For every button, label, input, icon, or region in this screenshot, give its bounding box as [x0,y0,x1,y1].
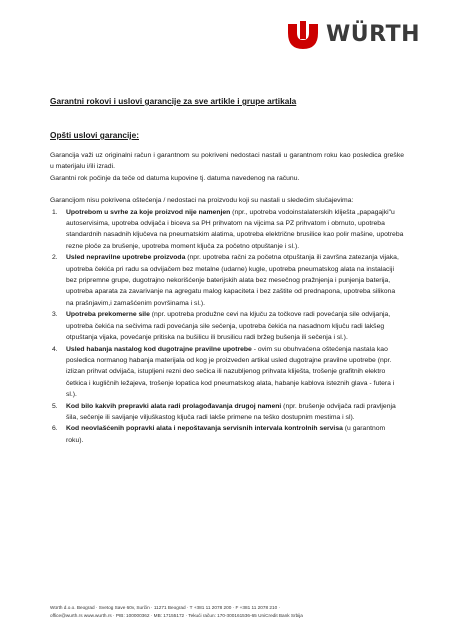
wurth-logo [286,16,428,54]
list-item-number: 1. [52,208,58,216]
list-item-number: 5. [52,402,58,410]
list-item-number: 6. [52,425,58,433]
list-item [50,207,404,253]
footer-registration: office@wurth.rs www.wurth.rs · PIB: 100000362 · MB: 17155172 · Tekući račun: 170-300161536-65 UniCredit Bank Srbija [50,613,303,618]
document-title: Garantni rokovi i uslovi garancije za sve artikle i grupe artikala [50,96,297,106]
exclusions-intro: Garancijom nisu pokrivena oštećenja / nedostaci na proizvodu koji su nastali u sledećim slučajevima: [50,197,354,205]
list-item [50,423,404,446]
list-item-text: - ovim su obuhvaćena oštećenja nastala kao posledica normanog habanja materijala od kog je proizveden artikal usled dugotrajne pravilne upotrebe (npr. izlizan prihvat odvijača, istupljeni rezni deo sečica ili nazubljenog prihvata kliješta, trošenje grafitnih elektro četkica i kugličnih ležajeva, trošenje lopatica kod pneumatskog alata, habanje kablova isteznih glava - futera i sl.). [66,345,395,399]
list-item [50,344,404,401]
list-item-number: 3. [52,311,58,319]
list-item [50,401,404,424]
page-footer [50,604,410,620]
list-item-number: 2. [52,254,58,262]
document-body [50,96,404,446]
list-item-text: (npr. upotreba produžne cevi na ključu za točkove radi povećanja sile odvijanja, upotreba čekića na sečivima radi povećanja sile sečenja, upotreba čekića na nasadnom ključu radi lakšeg otpuštanja vijaka, povećanje pritiska na bušilicu ili brusilicu radi bržeg bušenja ili sečenja i sl.). [66,311,391,342]
list-item-text: (npr. upotreba račni za početna otpuštanja ili završna zatezanja vijaka, upotreba čekića pri radu sa odvijačem bez metalne (udarne) kugle, upotreba pneumatskog alata na instalaciji bez pripremne grupe, dugotrajno nekorišćenje baterijskih alata bez mesečnog pražnjenja i punjenja baterija, upotreba aparata za zavarivanje na agregatu malog kapaciteta i bez zaštite od prednapona, upotreba silikona na prašnjavim,i zamašćenim površinama i sl.). [66,254,399,307]
wurth-logo-wordmark: WÜRTH [326,22,421,47]
list-item-text: (npr., upotreba vodoinstalaterskih kliješta „papagajki"u autoservisima, upotreba odvijača i biceva sa PH prihvatom na vijcima sa PZ prihvatom i obrnuto, upotreba standardnih nasadnih ključeva na pneumatskim alatima, upotreba električne brusilice kao polir mašine, upotreba rezne ploče za brušenje, upotreba moment ključa za početno otpuštanje i sl.). [66,208,404,250]
section-title: Opšti uslovi garancije: [50,130,139,140]
list-item-title: Upotreba prekomerne sile [66,311,150,319]
list-item-text: (npr. brušenje odvijača radi pravljenja šila, sečenje ili savijanje viljuškastog ključa radi lakše primene na teško dostupnim mestima i sl). [66,402,396,421]
list-item [50,252,404,309]
list-item-number: 4. [52,345,58,353]
exclusions-list [50,207,404,447]
intro-paragraph: Garancija važi uz originalni račun i garantnom su pokriveni nedostaci nastali u garantnom roku kao posledica greške u materijalu i/ili izradi. [50,152,404,171]
list-item-title: Kod neovlašćenih popravki alata i nepoštavanja servisnih intervala kontrolnih servisa [66,425,343,433]
footer-address: Würth d.o.o. Beograd · Svetog Save 60v, Surčin · 11271 Beograd · T +381 11 2078 200 · F +381 11 2078 210 · [50,605,281,610]
wurth-logo-mark-icon [286,18,320,52]
list-item-text: (u garantnom roku). [66,425,386,444]
list-item [50,309,404,343]
list-item-title: Kod bilo kakvih prepravki alata radi prolagođavanja drugoj nameni [66,402,282,410]
list-item-title: Usled habanja nastalog kod dugotrajne pravilne upotrebe [66,345,252,353]
intro-paragraph-2: Garantni rok počinje da teče od datuma kupovine tj. datuma navedenog na računu. [50,174,300,182]
list-item-title: Upotrebom u svrhe za koje proizvod nije namenjen [66,208,231,216]
list-item-title: Usled nepravilne upotrebe proizvoda [66,254,186,262]
